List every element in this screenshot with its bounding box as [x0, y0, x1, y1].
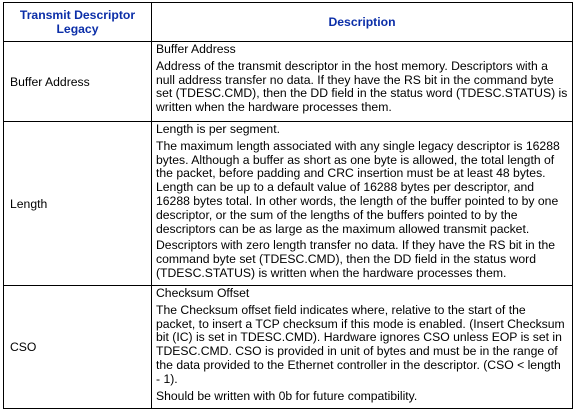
description-paragraph: Should be written with 0b for future compatibility. — [156, 388, 418, 403]
table-row — [4, 122, 573, 286]
description-cell — [152, 42, 573, 122]
header-row — [4, 3, 573, 42]
field-name: Length — [4, 122, 152, 286]
header-description: Description — [152, 3, 573, 42]
description-cell — [152, 122, 573, 286]
description-paragraph: Checksum Offset — [156, 286, 250, 300]
table-row — [4, 42, 573, 122]
header-field: Transmit Descriptor Legacy — [4, 3, 152, 42]
field-name: Buffer Address — [4, 42, 152, 122]
description-paragraph: Buffer Address — [156, 42, 236, 56]
description-paragraph: The maximum length associated with any single legacy descriptor is 16288 bytes. Although a buffer as short as one byte is allowed, the total length of the packet, before padding and CRC insertion must be at least 48 bytes. Length can be up to a default value of 16288 bytes per descriptor, and 16288 bytes total. In other words, the length of the buffer pointed to by one descriptor, or the sum of the lengths of the buffers pointed to by the descriptors can be as large as the maximum allowed transmit packet. — [156, 138, 560, 236]
description-paragraph: Descriptors with zero length transfer no data. If they have the RS bit in the command byte set (TDESC.CMD), then the DD field in the status word (TDESC.STATUS) is written when the hardware processes them. — [156, 238, 556, 280]
description-cell — [152, 286, 573, 409]
field-name: CSO — [4, 286, 152, 409]
description-paragraph: The Checksum offset field indicates where, relative to the start of the packet, to insert a TCP checksum if this mode is enabled. (Insert Checksum bit (IC) is set in TDESC.CMD). Hardware ignores CSO unless EOP is set in TDESC.CMD. CSO is provided in unit of bytes and must be in the range of the data provided to the Ethernet controller in the descriptor. (CSO < length - 1). — [156, 302, 565, 386]
description-paragraph: Address of the transmit descriptor in the host memory. Descriptors with a null address transfer no data. If they have the RS bit in the command byte set (TDESC.CMD), then the DD field in the status word (TDESC.STATUS) is written when the hardware processes them. — [156, 58, 568, 115]
description-paragraph: Length is per segment. — [156, 122, 280, 136]
table-row — [4, 286, 573, 409]
transmit-descriptor-table — [3, 2, 573, 409]
